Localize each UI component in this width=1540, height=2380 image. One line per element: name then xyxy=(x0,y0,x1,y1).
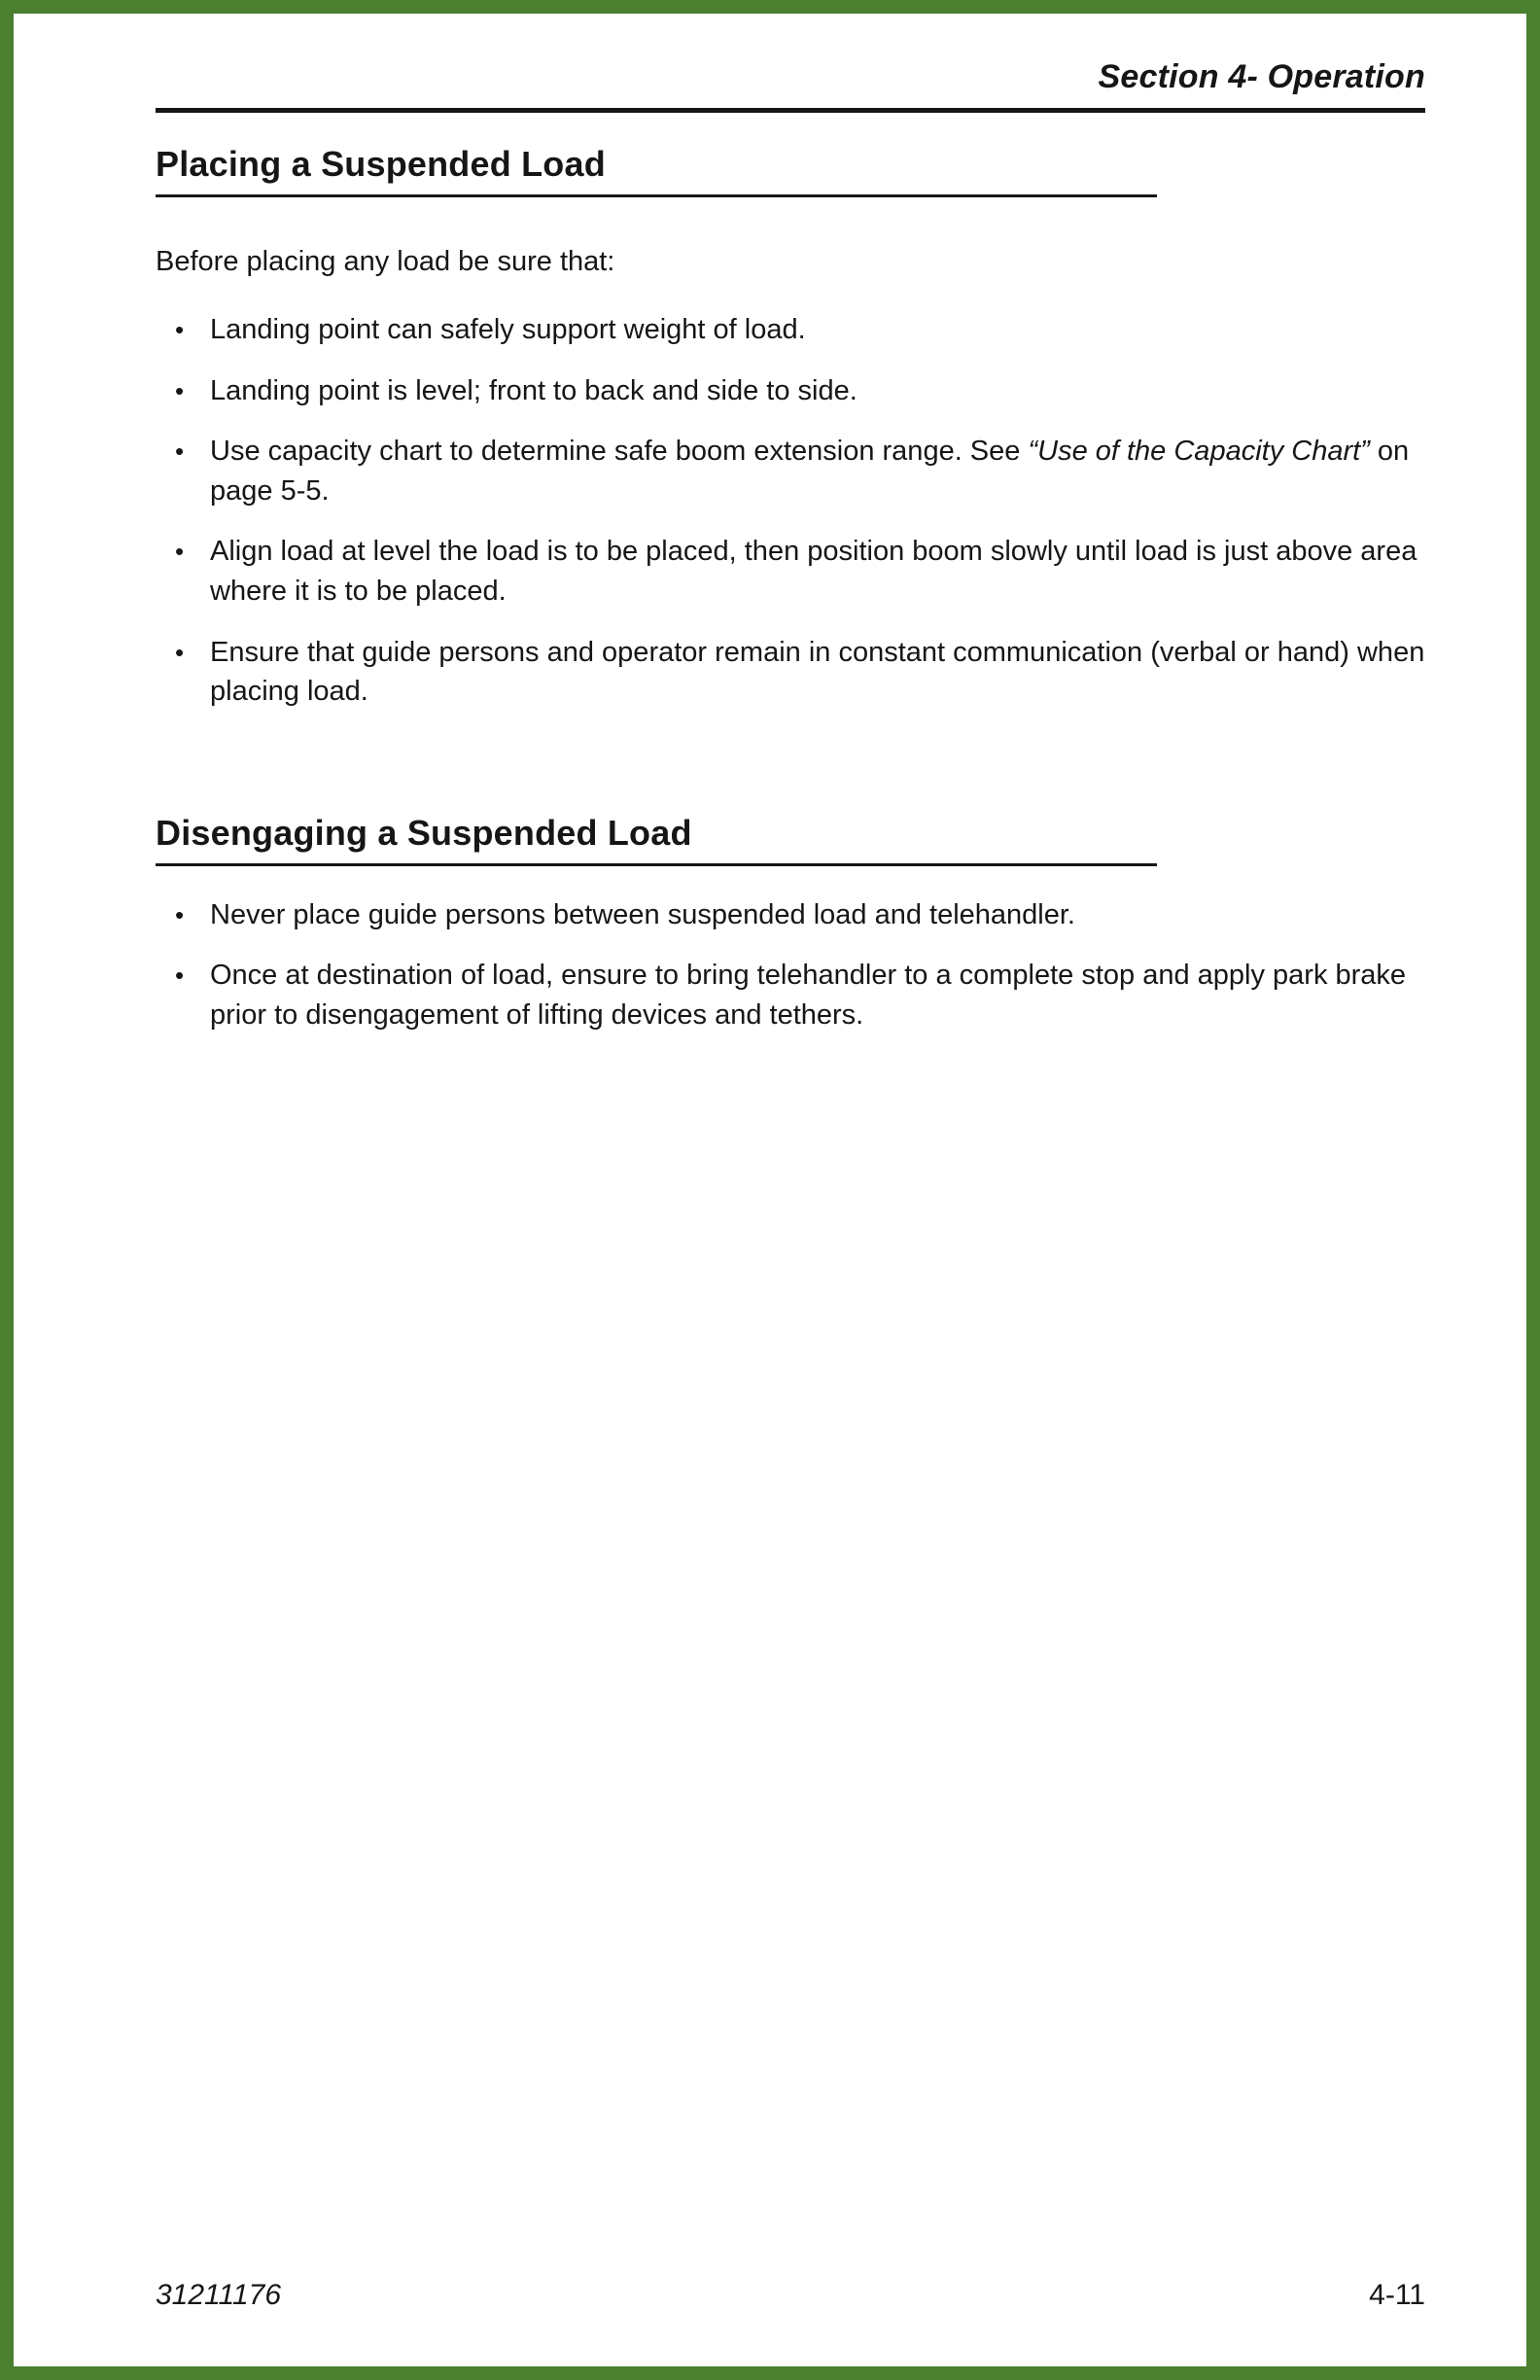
bullet-text: Once at destination of load, ensure to bring telehandler to a complete stop and apply park brake prior to disengagement of lifting devices and tethers. xyxy=(210,960,1407,1031)
bullet-text: Use capacity chart to determine safe boom extension range. See xyxy=(210,436,1029,468)
bullet-item xyxy=(156,895,1425,935)
heading-underline xyxy=(156,863,1157,866)
bullet-list xyxy=(156,310,1425,712)
page-footer xyxy=(156,2279,1425,2312)
header-rule xyxy=(156,108,1425,113)
bullet-text: on page 5-5. xyxy=(210,436,1410,507)
bullet-text: Ensure that guide persons and operator remain in constant communication (verbal or hand) when placing load. xyxy=(210,636,1425,708)
bullet-item xyxy=(156,956,1425,1034)
page-content xyxy=(14,14,1526,1035)
running-header xyxy=(156,58,1425,113)
bullet-list xyxy=(156,895,1425,1035)
section-placing-suspended-load xyxy=(156,144,1425,712)
bullet-text: Never place guide persons between suspended load and telehandler. xyxy=(210,898,1075,930)
heading-underline xyxy=(156,194,1157,197)
footer-document-number: 31211176 xyxy=(156,2279,282,2311)
bullet-item xyxy=(156,371,1425,411)
section-title: Disengaging a Suspended Load xyxy=(156,812,692,853)
running-header-title: Section 4- Operation xyxy=(1098,58,1425,95)
section-disengaging-suspended-load xyxy=(156,813,1425,1035)
bullet-item xyxy=(156,432,1425,510)
footer-page-number: 4-11 xyxy=(1369,2279,1425,2311)
bullet-item xyxy=(156,310,1425,350)
bullet-text-italic-reference: “Use of the Capacity Chart” xyxy=(1028,436,1370,468)
bullet-item xyxy=(156,633,1425,712)
bullet-item xyxy=(156,532,1425,611)
bullet-text: Landing point can safely support weight of load. xyxy=(210,314,806,346)
intro-paragraph: Before placing any load be sure that: xyxy=(156,246,615,277)
section-title: Placing a Suspended Load xyxy=(156,144,606,184)
bullet-text: Align load at level the load is to be placed, then position boom slowly until load is just above area where it is to be placed. xyxy=(210,536,1418,607)
bullet-text: Landing point is level; front to back and side to side. xyxy=(210,374,858,406)
